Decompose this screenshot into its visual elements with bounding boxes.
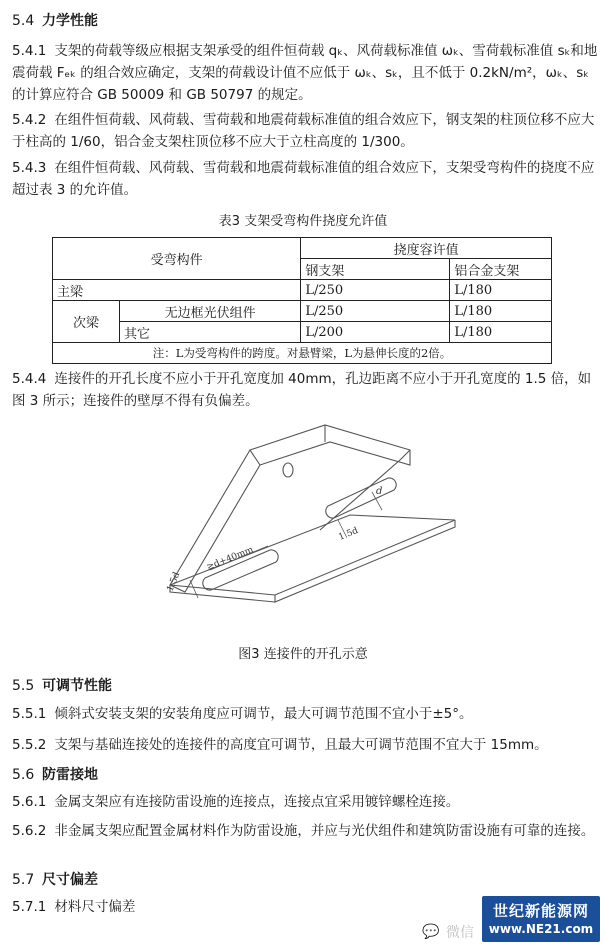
section-title: 尺寸偏差 xyxy=(42,872,98,888)
clause-text: 在组件恒荷载、风荷载、雪荷载和地震荷载标准值的组合效应下，钢支架的柱顶位移不应大于柱高的 1/60，铝合金支架柱顶位移不应大于立柱高度的 1/300。 xyxy=(12,112,595,150)
clause-text: 连接件的开孔长度不应小于开孔宽度加 40mm，孔边距离不应小于开孔宽度的 1.5 倍，如图 3 所示；连接件的壁厚不得有负偏差。 xyxy=(12,371,592,409)
paragraph-5-6-1 xyxy=(12,791,600,813)
clause-text: 支架的荷载等级应根据支架承受的组件恒荷载 qₖ、风荷载标准值 ωₖ、雪荷载标准值 sₖ和地震荷载 Fₑₖ 的组合效应确定，支架的荷载设计值不应低于 ωₖ、sₖ，且不低于 0.2kN/m²，ωₖ、sₖ的计算应符合 GB 50009 和 GB 50797 的规定。 xyxy=(12,43,598,103)
table-caption: 表3 支架受弯构件挠度允许值 xyxy=(218,214,388,229)
label-1-5d-left: 1.5d xyxy=(165,570,183,594)
clause-text: 金属支架应有连接防雷设施的连接点，连接点宜采用镀锌螺栓连接。 xyxy=(54,794,460,810)
header-alu: 铝合金支架 xyxy=(450,259,552,280)
paragraph-5-4-4 xyxy=(12,368,600,412)
paragraph-5-5-2 xyxy=(12,734,600,756)
base-plate xyxy=(170,515,455,595)
clause-number: 5.7.1 xyxy=(12,899,47,915)
section-number: 5.7 xyxy=(12,872,35,888)
paragraph-5-6-2 xyxy=(12,820,600,842)
row-sec1-name: 无边框光伏组件 xyxy=(120,301,301,322)
section-heading-5-6 xyxy=(12,764,98,784)
clause-text: 倾斜式安装支架的安装角度应可调节，最大可调节范围不宜小于±5°。 xyxy=(54,706,473,722)
section-title: 可调节性能 xyxy=(42,678,112,694)
clause-text: 非金属支架应配置金属材料作为防雷设施，并应与光伏组件和建筑防雷设施有可靠的连接。 xyxy=(54,823,595,839)
section-title: 防雷接地 xyxy=(42,767,98,783)
wechat-icon: 💬 xyxy=(422,924,440,940)
flange-upright xyxy=(250,425,410,465)
paragraph-5-4-3 xyxy=(12,157,600,201)
section-title: 力学性能 xyxy=(42,13,98,29)
clause-number: 5.6.2 xyxy=(12,823,47,839)
clause-number: 5.6.1 xyxy=(12,794,47,810)
clause-number: 5.5.2 xyxy=(12,737,47,753)
row-sec2-name: 其它 xyxy=(120,322,301,343)
header-member: 受弯构件 xyxy=(53,238,301,280)
clause-text: 在组件恒荷载、风荷载、雪荷载和地震荷载标准值的组合效应下，支架受弯构件的挠度不应超过表 3 的允许值。 xyxy=(12,160,595,198)
paragraph-5-4-1 xyxy=(12,40,600,106)
row-sec1-steel: L/250 xyxy=(301,301,450,322)
row-main-alu: L/180 xyxy=(450,280,552,301)
logo-line1: 世纪新能源网 xyxy=(492,902,589,920)
secondary-beam-label: 次梁 xyxy=(53,301,120,343)
section-number: 5.6 xyxy=(12,767,35,783)
row-sec1-alu: L/180 xyxy=(450,301,552,322)
table-row xyxy=(53,280,552,301)
paragraph-5-7-1 xyxy=(12,896,412,918)
row-sec2-steel: L/200 xyxy=(301,322,450,343)
header-steel: 钢支架 xyxy=(301,259,450,280)
clause-number: 5.4.1 xyxy=(12,43,47,59)
table-row xyxy=(53,301,552,322)
label-length: ≥d+40mm xyxy=(205,545,255,573)
clause-text: 材料尺寸偏差 xyxy=(54,899,136,915)
row-main-name: 主梁 xyxy=(53,280,301,301)
upright-hole xyxy=(283,463,293,477)
deflection-table xyxy=(52,237,552,364)
slot-right xyxy=(326,478,396,518)
section-number: 5.5 xyxy=(12,678,35,694)
clause-text: 支架与基础连接处的连接件的高度宜可调节，且最大可调节范围不宜大于 15mm。 xyxy=(54,737,548,753)
row-main-steel: L/250 xyxy=(301,280,450,301)
paragraph-5-5-1 xyxy=(12,703,600,725)
connector-hole-figure xyxy=(150,420,460,630)
section-number: 5.4 xyxy=(12,13,35,29)
section-heading-5-4 xyxy=(12,10,98,30)
clause-number: 5.4.4 xyxy=(12,371,47,387)
paragraph-5-4-2 xyxy=(12,109,600,153)
label-d: d xyxy=(376,486,383,497)
clause-number: 5.4.3 xyxy=(12,160,47,176)
table-note: 注：L为受弯构件的跨度。对悬臂梁，L为悬伸长度的2倍。 xyxy=(53,343,552,364)
base-plate-edge xyxy=(275,520,455,602)
section-heading-5-7 xyxy=(12,869,98,889)
site-logo xyxy=(482,896,600,942)
figure-caption: 图3 连接件的开孔示意 xyxy=(238,647,368,662)
table-row xyxy=(53,322,552,343)
clause-number: 5.5.1 xyxy=(12,706,47,722)
side-wall-left xyxy=(170,450,260,592)
logo-line2: www.NE21.com xyxy=(488,922,594,936)
watermark-text: 微信 xyxy=(446,925,474,941)
label-1-5d-right: 1.5d xyxy=(337,525,360,543)
dimension-line-left xyxy=(190,580,198,598)
row-sec2-alu: L/180 xyxy=(450,322,552,343)
section-heading-5-5 xyxy=(12,675,112,695)
clause-number: 5.4.2 xyxy=(12,112,47,128)
header-deflection: 挠度容许值 xyxy=(301,238,552,259)
